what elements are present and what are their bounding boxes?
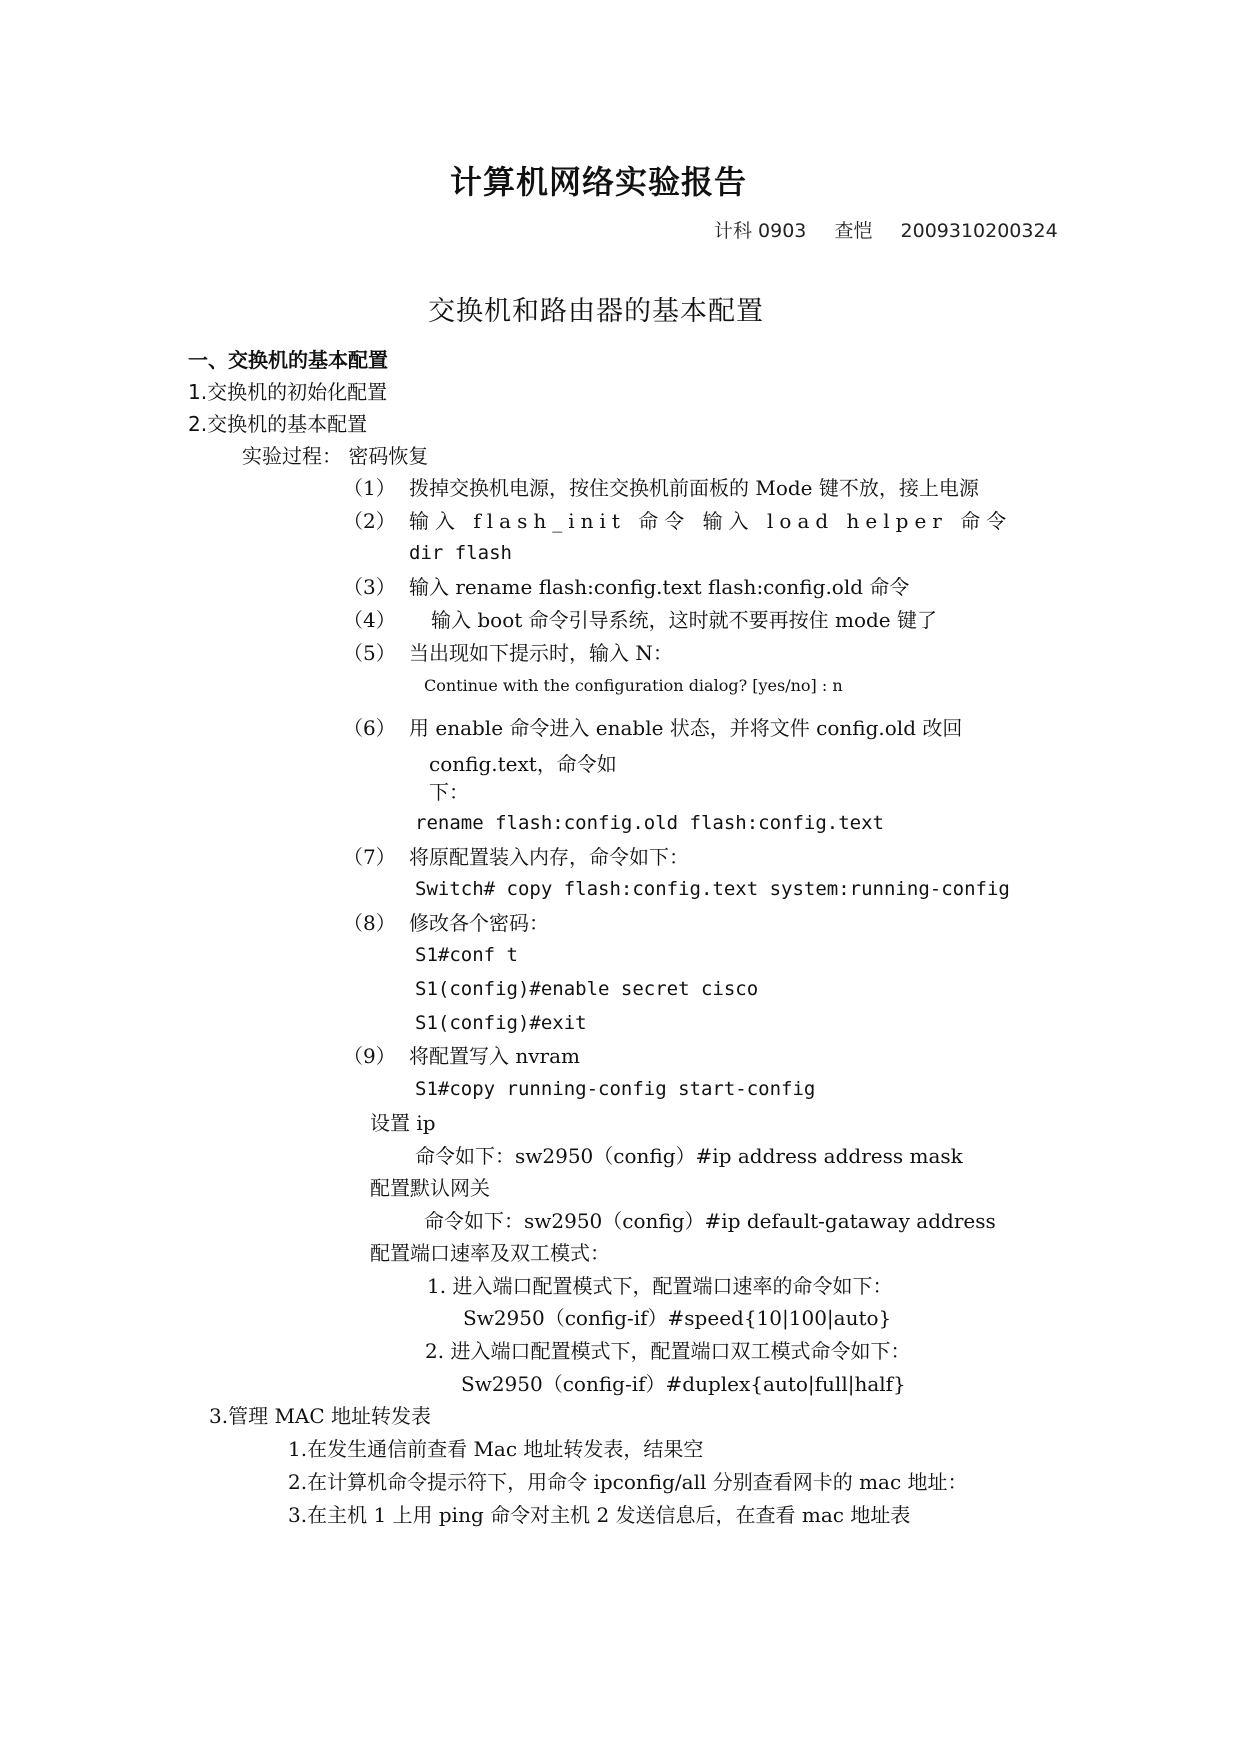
step-number: （4）: [343, 608, 396, 632]
port-item-1: 1. 进入端口配置模式下，配置端口速率的命令如下：: [427, 1274, 893, 1298]
step-8-command-3: S1(config)#exit: [415, 1012, 587, 1034]
author-class: 计科 0903: [714, 220, 807, 242]
step-1: [343, 478, 979, 498]
subsection-mac-table: 3.管理 MAC 地址转发表: [209, 1404, 432, 1428]
step-text: 输入 rename flash:config.text flash:config.old 命令: [409, 575, 910, 599]
step-9: [343, 1046, 580, 1066]
step-text: 用 enable 命令进入 enable 状态，并将文件 config.old 改回: [409, 716, 963, 740]
mac-item-2: 2.在计算机命令提示符下，用命令 ipconfig/all 分别查看网卡的 mac 地址：: [288, 1470, 968, 1494]
port-item-2: 2. 进入端口配置模式下，配置端口双工模式命令如下：: [425, 1339, 911, 1363]
step-5: [343, 643, 673, 663]
step-6: [343, 718, 962, 738]
step-4: [343, 610, 937, 630]
section-heading-switch-config: 一、交换机的基本配置: [188, 348, 388, 372]
step-6-continued: config.text，命令如: [429, 752, 617, 776]
step-text: 修改各个密码：: [409, 911, 549, 935]
step-number: （6）: [343, 716, 396, 740]
step-number: （3）: [343, 575, 396, 599]
step-number: （9）: [343, 1044, 396, 1068]
step-text: 输入 boot 命令引导系统，这时就不要再按住 mode 键了: [431, 608, 937, 632]
step-3: [343, 577, 909, 597]
step-2: [343, 511, 1012, 531]
report-title: 计算机网络实验报告: [450, 163, 748, 201]
step-8-command-2: S1(config)#enable secret cisco: [415, 978, 759, 1000]
subsection-switch-basic: 2.交换机的基本配置: [188, 412, 368, 436]
step-6-continued-2: 下：: [429, 780, 469, 804]
mac-item-1: 1.在发生通信前查看 Mac 地址转发表，结果空: [288, 1437, 704, 1461]
step-2-continued: dir flash: [409, 542, 512, 564]
step-number: （5）: [343, 641, 396, 665]
step-number: （1）: [343, 476, 396, 500]
gateway-command: 命令如下：sw2950（config）#ip default-gataway address: [424, 1209, 996, 1233]
author-student-id: 2009310200324: [900, 220, 1058, 242]
step-text: 当出现如下提示时，输入 N：: [409, 641, 673, 665]
step-text: 将配置写入 nvram: [409, 1044, 580, 1068]
step-7-command: Switch# copy flash:config.text system:running-config: [415, 878, 1010, 900]
set-ip-heading: 设置 ip: [370, 1111, 436, 1135]
author-name: 查恺: [834, 220, 873, 242]
author-line: [714, 222, 1058, 241]
step-9-command: S1#copy running-config start-config: [415, 1078, 816, 1100]
set-ip-command: 命令如下：sw2950（config）#ip address address mask: [415, 1144, 963, 1168]
step-number: （2）: [343, 509, 396, 533]
experiment-process-label: 实验过程： 密码恢复: [242, 444, 429, 468]
step-text: 将原配置装入内存，命令如下：: [409, 845, 689, 869]
step-5-prompt: Continue with the configuration dialog? [yes/no] : n: [424, 676, 843, 695]
step-6-command: rename flash:config.old flash:config.text: [415, 812, 884, 834]
port-item-2-command: Sw2950（config-if）#duplex{auto|full|half}: [461, 1372, 906, 1396]
step-8: [343, 913, 549, 933]
port-heading: 配置端口速率及双工模式：: [370, 1241, 610, 1265]
mac-item-3: 3.在主机 1 上用 ping 命令对主机 2 发送信息后，在查看 mac 地址表: [288, 1503, 911, 1527]
report-subtitle: 交换机和路由器的基本配置: [428, 296, 764, 327]
gateway-heading: 配置默认网关: [370, 1176, 490, 1200]
step-7: [343, 847, 689, 867]
step-number: （7）: [343, 845, 396, 869]
subsection-switch-init: 1.交换机的初始化配置: [188, 380, 388, 404]
step-8-command-1: S1#conf t: [415, 944, 518, 966]
step-number: （8）: [343, 911, 396, 935]
step-text: 输入 flash_init 命令 输入 load helper 命令: [409, 509, 1013, 533]
step-text: 拨掉交换机电源，按住交换机前面板的 Mode 键不放，接上电源: [409, 476, 979, 500]
port-item-1-command: Sw2950（config-if）#speed{10|100|auto}: [463, 1306, 892, 1330]
